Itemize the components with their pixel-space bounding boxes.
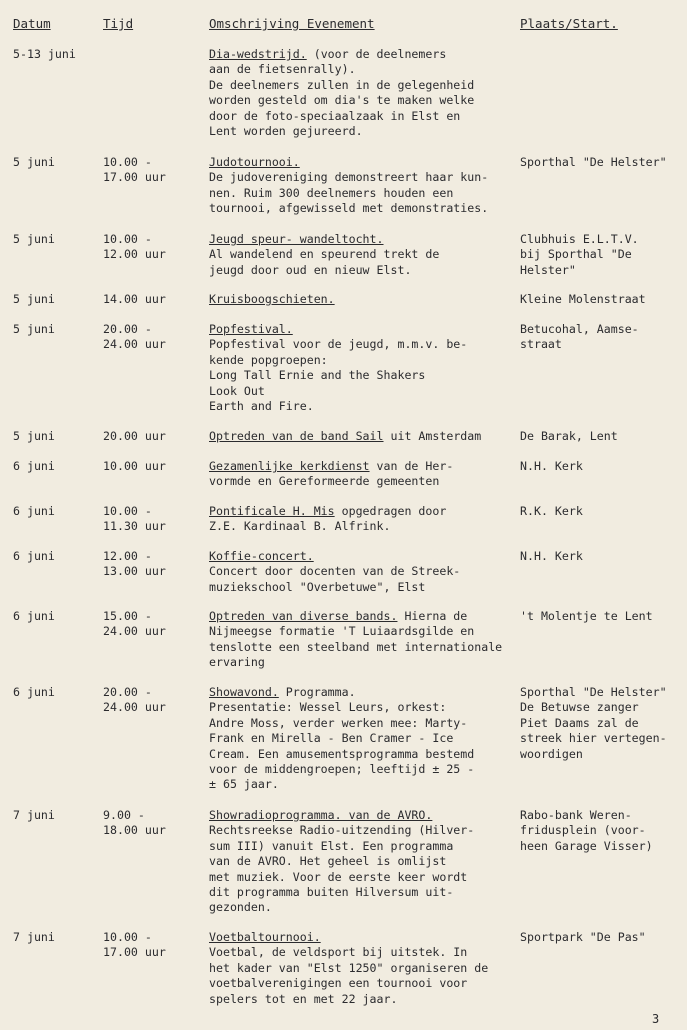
- event-place-line: woordigen: [520, 746, 583, 761]
- event-time: [103, 322, 166, 353]
- event-title: Gezamenlijke kerkdienst: [209, 459, 370, 473]
- event-description: [209, 609, 502, 671]
- event-date: 6 juni: [13, 459, 55, 473]
- event-place-line: heen Garage Visser): [520, 838, 653, 853]
- event-description-line: voor de middengroepen; leeftijd ± 25 -: [209, 762, 475, 777]
- event-time-line: 11.30 uur: [103, 519, 166, 534]
- event-description-line: Earth and Fire.: [209, 399, 314, 414]
- event-title-line: [209, 155, 488, 170]
- event-description-line: De judovereniging demonstreert haar kun-: [209, 170, 489, 185]
- event-time-line: 24.00 uur: [103, 337, 166, 352]
- event-description-line: Long Tall Ernie and the Shakers: [209, 368, 426, 383]
- event-time: [103, 292, 166, 307]
- event-place-line: Piet Daams zal de: [520, 715, 639, 730]
- event-description-line: De deelnemers zullen in de gelegenheid: [209, 77, 475, 92]
- event-title: Voetbaltournooi.: [209, 930, 321, 944]
- event-description: [209, 292, 335, 307]
- event-place-line: bij Sporthal "De: [520, 247, 632, 262]
- event-time-line: 14.00 uur: [103, 292, 166, 306]
- event-place-line: De Barak, Lent: [520, 429, 618, 443]
- event-time: [103, 504, 166, 535]
- event-place: [520, 322, 639, 353]
- event-description-line: tournooi, afgewisseld met demonstraties.: [209, 201, 489, 216]
- event-time-line: 9.00 -: [103, 808, 145, 822]
- event-place: [520, 429, 618, 444]
- event-description-line: Rechtsreekse Radio-uitzending (Hilver-: [209, 823, 475, 838]
- event-time-line: 12.00 uur: [103, 247, 166, 262]
- event-description-line: Z.E. Kardinaal B. Alfrink.: [209, 519, 391, 534]
- event-time-line: 10.00 -: [103, 155, 152, 169]
- event-description: [209, 808, 474, 916]
- event-time: [103, 930, 166, 961]
- event-time-line: 10.00 uur: [103, 459, 166, 473]
- event-description-line: Presentatie: Wessel Leurs, orkest:: [209, 700, 447, 715]
- event-place-line: streek hier vertegen-: [520, 731, 667, 746]
- event-place-line: Helster": [520, 262, 576, 277]
- event-title-line: [209, 808, 474, 823]
- event-time-line: 15.00 -: [103, 609, 152, 623]
- event-description: [209, 549, 460, 595]
- event-time: [103, 459, 166, 474]
- event-time-line: 10.00 -: [103, 232, 152, 246]
- event-place: [520, 685, 667, 762]
- event-description-line: jeugd door oud en nieuw Elst.: [209, 262, 412, 277]
- event-place-line: fridusplein (voor-: [520, 823, 646, 838]
- event-time-line: 10.00 -: [103, 504, 152, 518]
- event-title-line: [209, 685, 474, 700]
- event-date: 5-13 juni: [13, 47, 76, 61]
- event-description-line: gezonden.: [209, 900, 272, 915]
- event-place-line: R.K. Kerk: [520, 504, 583, 518]
- event-place-line: Clubhuis E.L.T.V.: [520, 232, 639, 246]
- event-title-line: [209, 609, 502, 624]
- event-title-rest: Hierna de: [397, 609, 468, 623]
- event-place-line: Sporthal "De Helster": [520, 685, 667, 699]
- event-description-line: nen. Ruim 300 deelnemers houden een: [209, 185, 454, 200]
- event-description-line: voetbalverenigingen een tournooi voor: [209, 976, 468, 991]
- event-title: Judotournooi.: [209, 155, 300, 169]
- event-title: Popfestival.: [209, 322, 293, 336]
- event-place: [520, 504, 583, 519]
- event-time: [103, 429, 166, 444]
- event-date: 7 juni: [13, 808, 55, 822]
- event-title: Koffie-concert.: [209, 549, 314, 563]
- event-date: 6 juni: [13, 549, 55, 563]
- event-place-line: Sporthal "De Helster": [520, 155, 667, 169]
- event-description-line: van de AVRO. Het geheel is omlijst: [209, 854, 447, 869]
- page-number: 3: [652, 1012, 660, 1026]
- event-time: [103, 685, 166, 716]
- event-title-rest: (voor de deelnemers: [306, 47, 447, 61]
- event-time-line: 17.00 uur: [103, 170, 166, 185]
- event-time: [103, 549, 166, 580]
- event-time: [103, 232, 166, 263]
- event-title-line: [209, 459, 453, 474]
- event-description: [209, 322, 467, 414]
- event-description: [209, 429, 481, 444]
- event-place: [520, 232, 639, 278]
- event-time-line: 20.00 -: [103, 322, 152, 336]
- event-title: Showavond.: [209, 685, 279, 699]
- event-time-line: 12.00 -: [103, 549, 152, 563]
- event-date: 6 juni: [13, 609, 55, 623]
- event-title-line: [209, 429, 481, 444]
- event-place-line: Sportpark "De Pas": [520, 930, 646, 944]
- event-description-line: door de foto-speciaalzaak in Elst en: [209, 108, 461, 123]
- event-description-line: muziekschool "Overbetuwe", Elst: [209, 579, 426, 594]
- event-place-line: Rabo-bank Weren-: [520, 808, 632, 822]
- event-place-line: Betucohal, Aamse-: [520, 322, 639, 336]
- event-description: [209, 930, 488, 1007]
- event-title-line: [209, 504, 446, 519]
- event-title-line: [209, 47, 474, 62]
- event-description: [209, 155, 488, 217]
- event-place: [520, 459, 583, 474]
- event-description-line: Voetbal, de veldsport bij uitstek. In: [209, 945, 468, 960]
- event-title-line: [209, 930, 488, 945]
- event-time-line: 20.00 uur: [103, 429, 166, 443]
- event-title-rest: van de Her-: [369, 459, 454, 473]
- event-description-line: Concert door docenten van de Streek-: [209, 564, 461, 579]
- event-title-rest: Programma.: [278, 685, 356, 699]
- header-date: Datum: [13, 16, 51, 31]
- event-description-line: worden gesteld om dia's te maken welke: [209, 93, 475, 108]
- event-description-line: ± 65 jaar.: [209, 777, 279, 792]
- event-time-line: 18.00 uur: [103, 823, 166, 838]
- event-description: [209, 232, 439, 278]
- event-title: Optreden van diverse bands.: [209, 609, 398, 623]
- event-description-line: aan de fietsenrally).: [209, 62, 356, 77]
- event-date: 5 juni: [13, 155, 55, 169]
- event-title-rest: opgedragen door: [334, 504, 447, 518]
- event-description: [209, 685, 474, 793]
- event-date: 5 juni: [13, 292, 55, 306]
- event-title-line: [209, 292, 335, 307]
- event-time-line: 24.00 uur: [103, 624, 166, 639]
- event-place: [520, 155, 667, 170]
- event-description-line: Cream. Een amusementsprogramma bestemd: [209, 746, 475, 761]
- event-description-line: Frank en Mirella - Ben Cramer - Ice: [209, 731, 454, 746]
- event-place-line: N.H. Kerk: [520, 549, 583, 563]
- event-description: [209, 504, 446, 535]
- event-title: Kruisboogschieten.: [209, 292, 335, 306]
- event-place: [520, 292, 646, 307]
- event-description-line: kende popgroepen:: [209, 352, 328, 367]
- event-title: Pontificale H. Mis: [209, 504, 335, 518]
- event-description: [209, 459, 453, 490]
- event-place: [520, 808, 653, 854]
- event-description-line: dit programma buiten Hilversum uit-: [209, 885, 454, 900]
- event-place-line: Kleine Molenstraat: [520, 292, 646, 306]
- event-place: [520, 930, 646, 945]
- event-time-line: 24.00 uur: [103, 700, 166, 715]
- event-description-line: met muziek. Voor de eerste keer wordt: [209, 869, 468, 884]
- event-title: Dia-wedstrijd.: [209, 47, 307, 61]
- event-time-line: 13.00 uur: [103, 564, 166, 579]
- event-description-line: Look Out: [209, 383, 265, 398]
- event-description-line: sum III) vanuit Elst. Een programma: [209, 838, 454, 853]
- event-description-line: vormde en Gereformeerde gemeenten: [209, 474, 440, 489]
- event-place-line: straat: [520, 337, 562, 352]
- event-date: 5 juni: [13, 322, 55, 336]
- event-date: 5 juni: [13, 429, 55, 443]
- event-title-rest: uit Amsterdam: [383, 429, 482, 443]
- event-description-line: Nijmeegse formatie 'T Luiaardsgilde en: [209, 624, 475, 639]
- event-place: [520, 549, 583, 564]
- header-description: Omschrijving Evenement: [209, 16, 375, 31]
- event-date: 6 juni: [13, 504, 55, 518]
- event-time: [103, 155, 166, 186]
- event-place: [520, 609, 653, 624]
- event-date: 5 juni: [13, 232, 55, 246]
- event-title: Showradioprogramma. van de AVRO.: [209, 808, 433, 822]
- event-description-line: Andre Moss, verder werken mee: Marty-: [209, 715, 468, 730]
- event-description-line: tenslotte een steelband met internationale: [209, 639, 503, 654]
- header-time: Tijd: [103, 16, 134, 31]
- header-place: Plaats/Start.: [520, 16, 618, 31]
- event-description-line: spelers tot en met 22 jaar.: [209, 991, 398, 1006]
- event-time: [103, 609, 166, 640]
- event-description-line: Lent worden gejureerd.: [209, 124, 363, 139]
- event-description: [209, 47, 474, 139]
- event-description-line: Popfestival voor de jeugd, m.m.v. be-: [209, 337, 468, 352]
- event-time-line: 17.00 uur: [103, 945, 166, 960]
- event-place-line: N.H. Kerk: [520, 459, 583, 473]
- event-place-line: 't Molentje te Lent: [520, 609, 653, 623]
- event-title-line: [209, 322, 467, 337]
- event-time: [103, 808, 166, 839]
- event-description-line: het kader van "Elst 1250" organiseren de: [209, 960, 489, 975]
- event-title: Optreden van de band Sail: [209, 429, 384, 443]
- event-time-line: 20.00 -: [103, 685, 152, 699]
- event-description-line: ervaring: [209, 655, 265, 670]
- event-time-line: 10.00 -: [103, 930, 152, 944]
- event-title-line: [209, 549, 460, 564]
- event-date: 6 juni: [13, 685, 55, 699]
- event-description-line: Al wandelend en speurend trekt de: [209, 247, 440, 262]
- event-title-line: [209, 232, 439, 247]
- event-title: Jeugd speur- wandeltocht.: [209, 232, 384, 246]
- event-date: 7 juni: [13, 930, 55, 944]
- event-place-line: De Betuwse zanger: [520, 700, 639, 715]
